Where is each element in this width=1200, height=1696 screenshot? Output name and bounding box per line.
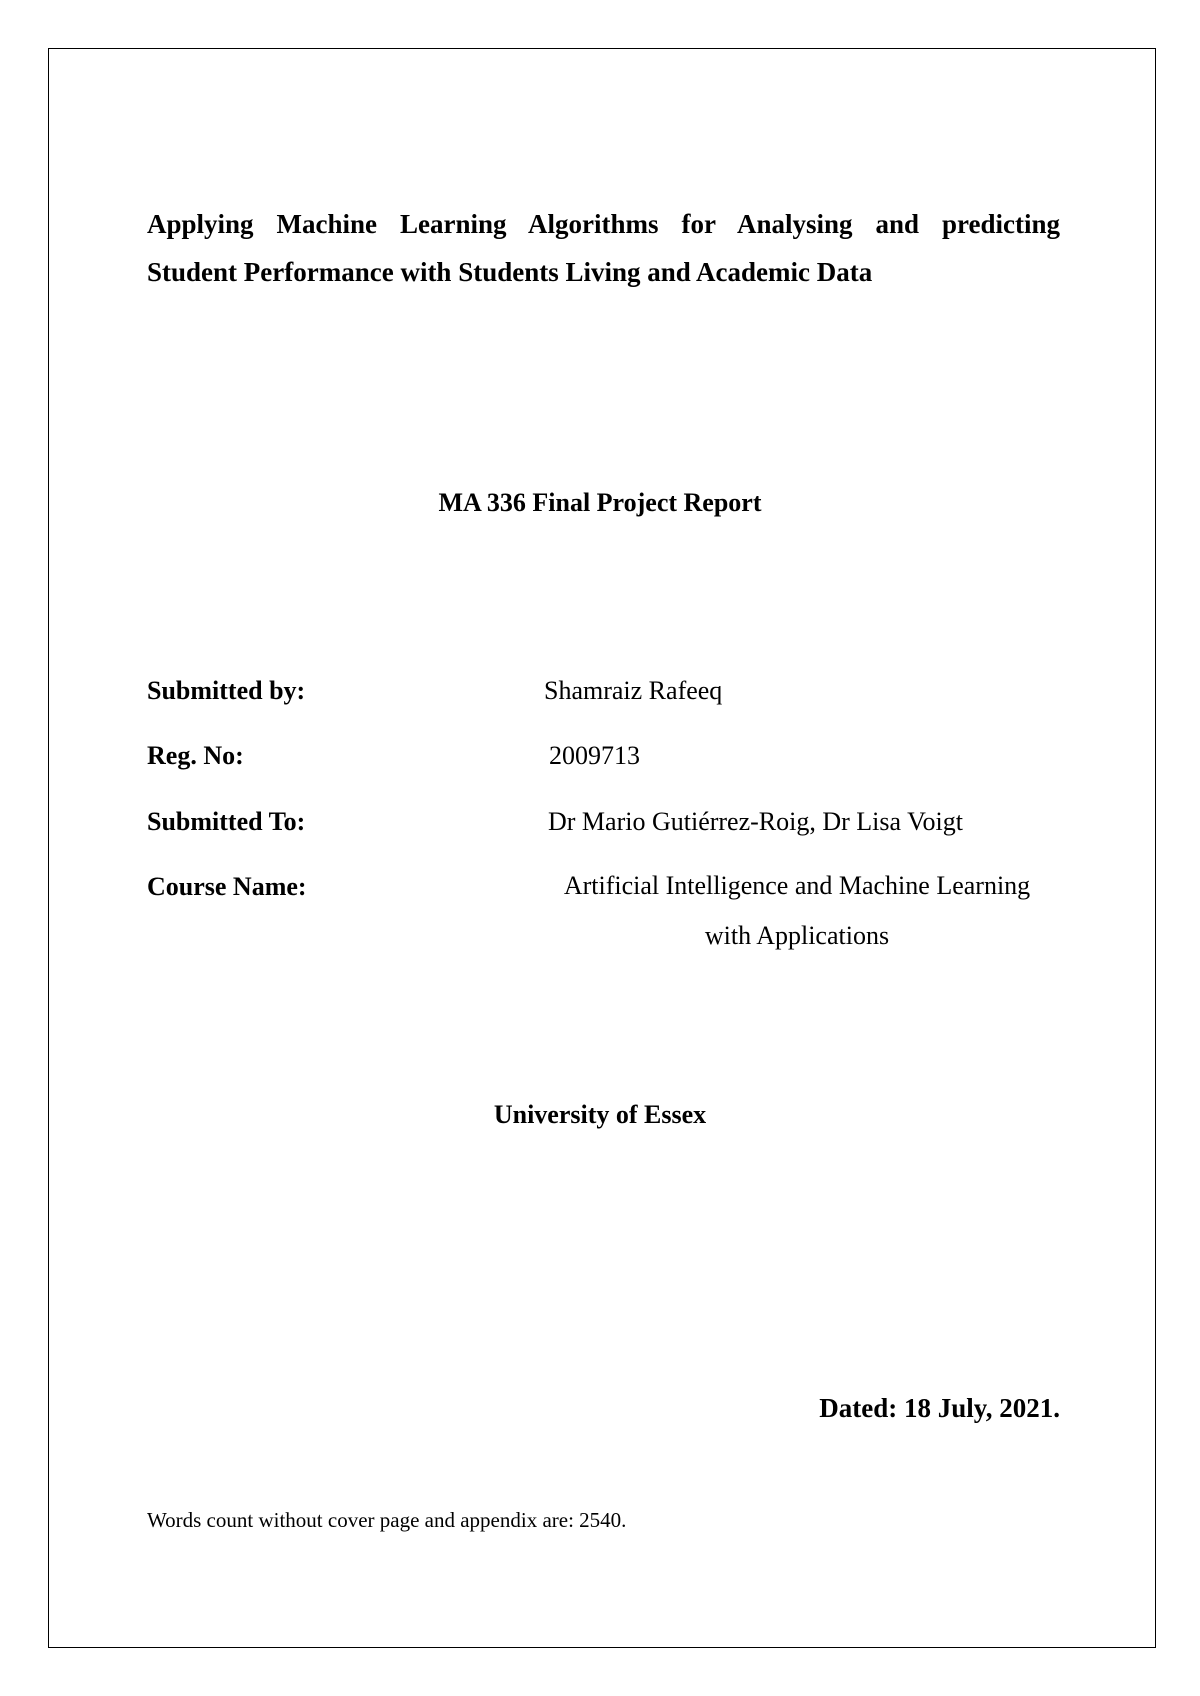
submitted-to-value: Dr Mario Gutiérrez-Roig, Dr Lisa Voigt <box>548 807 963 836</box>
reg-no-label: Reg. No: <box>147 741 244 770</box>
course-name-line-2: with Applications <box>704 921 890 950</box>
document-title <box>147 200 1060 296</box>
course-name-label: Course Name: <box>147 872 307 901</box>
submitted-to-label: Submitted To: <box>147 807 306 836</box>
submitted-by-label: Submitted by: <box>147 676 306 705</box>
course-name-line-1: Artificial Intelligence and Machine Learning <box>563 871 1031 900</box>
word-count-note: Words count without cover page and appendix are: 2540. <box>147 1508 627 1532</box>
title-line-1: Applying Machine Learning Algorithms for Analysing and predicting <box>147 209 1060 239</box>
reg-no-value: 2009713 <box>549 741 640 770</box>
title-line-2: Student Performance with Students Living and Academic Data <box>147 257 873 287</box>
date-line: Dated: 18 July, 2021. <box>819 1393 1060 1423</box>
submitted-by-value: Shamraiz Rafeeq <box>544 676 723 705</box>
report-subtitle: MA 336 Final Project Report <box>438 488 762 517</box>
university-name: University of Essex <box>493 1100 707 1129</box>
course-name-value <box>537 861 1057 961</box>
